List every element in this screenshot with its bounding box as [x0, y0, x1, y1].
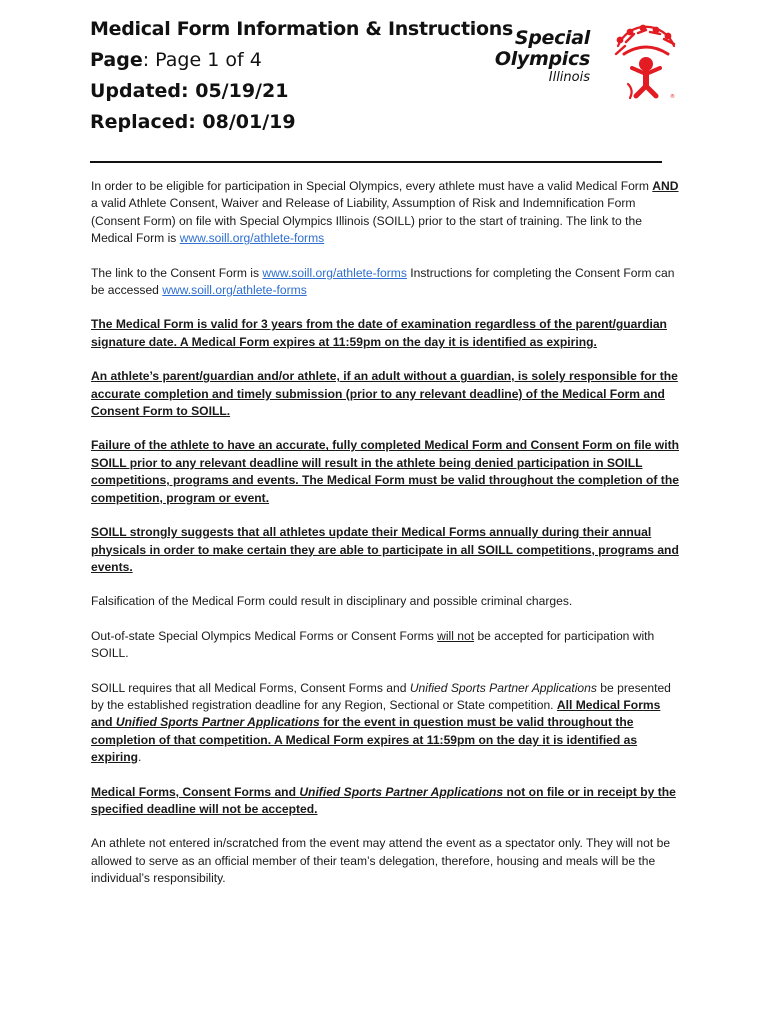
- paragraph-spectator: An athlete not entered in/scratched from the event may attend the event as a spectator only. They will not be allowed to serve as an official member of their team’s delegation, therefore, housing and meals will be the individual’s responsibility.: [91, 836, 671, 886]
- paragraph-eligibility: [91, 178, 681, 248]
- header-divider: [90, 161, 662, 163]
- paragraph-out-of-state: [91, 628, 681, 663]
- paragraph-consent-link: [91, 265, 681, 300]
- deadline-usp-2: Unified Sports Partner Applications: [115, 715, 320, 730]
- consent-form-link[interactable]: www.soill.org/athlete-forms: [262, 265, 407, 280]
- eligibility-text-2: a valid Athlete Consent, Waiver and Release of Liability, Assumption of Risk and Indemnification Form (Consent Form) on file with Special Olympics Illinois (SOILL) prior to the start of training. The link to the Medical Form is: [91, 196, 642, 246]
- out-of-state-will-not: will not: [437, 628, 475, 643]
- medical-form-link[interactable]: www.soill.org/athlete-forms: [179, 231, 325, 246]
- consent-text-1: The link to the Consent Form is: [91, 265, 263, 280]
- out-of-state-text-1: Out-of-state Special Olympics Medical Forms or Consent Forms: [91, 628, 438, 643]
- logo-line-special: Special: [514, 27, 590, 49]
- document-title: Medical Form Information & Instructions: [90, 18, 513, 40]
- paragraph-falsification: Falsification of the Medical Form could result in disciplinary and possible criminal charges.: [91, 594, 573, 609]
- page-label: Page: [90, 49, 143, 71]
- paragraph-failure: Failure of the athlete to have an accurate, fully completed Medical Form and Consent Form on file with SOILL prior to any relevant deadline will result in the athlete being denied participation in SOILL competitions, programs and events. The Medical Form must be valid throughout the completion of the competition, program or event.: [91, 438, 679, 505]
- consent-text-2: Instructions for completing the Consent Form can be accessed: [91, 265, 675, 298]
- eligibility-text-1: In order to be eligible for participation in Special Olympics, every athlete must have a valid Medical Form: [91, 179, 653, 193]
- special-olympics-figure-icon: [610, 24, 682, 100]
- document-body: [91, 178, 681, 905]
- logo-line-olympics: Olympics: [494, 48, 590, 70]
- out-of-state-text-2: be accepted for participation with SOILL.: [91, 628, 655, 661]
- paragraph-not-accepted: [91, 784, 681, 819]
- svg-text:®: ®: [670, 94, 675, 100]
- special-olympics-illinois-logo: [478, 24, 682, 100]
- not-accepted-text-2: not on file or in receipt by the specified deadline will not be accepted.: [91, 784, 676, 816]
- deadline-text-2: be presented by the established registration deadline for any Region, Sectional or State competition.: [91, 680, 671, 712]
- page-value: : Page 1 of 4: [142, 49, 262, 71]
- logo-wordmark: [478, 28, 590, 86]
- paragraph-annual-update: SOILL strongly suggests that all athletes update their Medical Forms annually during their annual physicals in order to make certain they are able to participate in all SOILL competitions, programs and events.: [91, 525, 679, 574]
- logo-line-illinois: Illinois: [548, 70, 590, 85]
- deadline-usp-1: Unified Sports Partner Applications: [409, 680, 597, 695]
- consent-instructions-link[interactable]: www.soill.org/athlete-forms: [162, 283, 307, 298]
- paragraph-validity: The Medical Form is valid for 3 years from the date of examination regardless of the parent/guardian signature date. A Medical Form expires at 11:59pm on the day it is identified as expiring.: [91, 317, 667, 349]
- eligibility-and-emphasis: AND: [652, 179, 679, 193]
- paragraph-deadline-requirements: [91, 680, 681, 767]
- not-accepted-usp: Unified Sports Partner Applications: [299, 784, 504, 799]
- deadline-end: .: [138, 750, 142, 765]
- deadline-bold-2: for the event in question must be valid throughout the completion of that competition. A Medical Form expires at 11:59pm on the day it is identified as expiring: [91, 715, 638, 765]
- replaced-date: Replaced: 08/01/19: [90, 111, 296, 133]
- updated-date: Updated: 05/19/21: [90, 80, 289, 102]
- deadline-text-1: SOILL requires that all Medical Forms, Consent Forms and: [91, 680, 410, 695]
- deadline-bold-1: All Medical Forms and: [91, 697, 661, 730]
- paragraph-responsibility: An athlete’s parent/guardian and/or athlete, if an adult without a guardian, is solely responsible for the accurate completion and timely submission (prior to any relevant deadline) of the Medical Form and Consent Form to SOILL.: [91, 369, 678, 419]
- not-accepted-text-1: Medical Forms, Consent Forms and: [91, 784, 300, 799]
